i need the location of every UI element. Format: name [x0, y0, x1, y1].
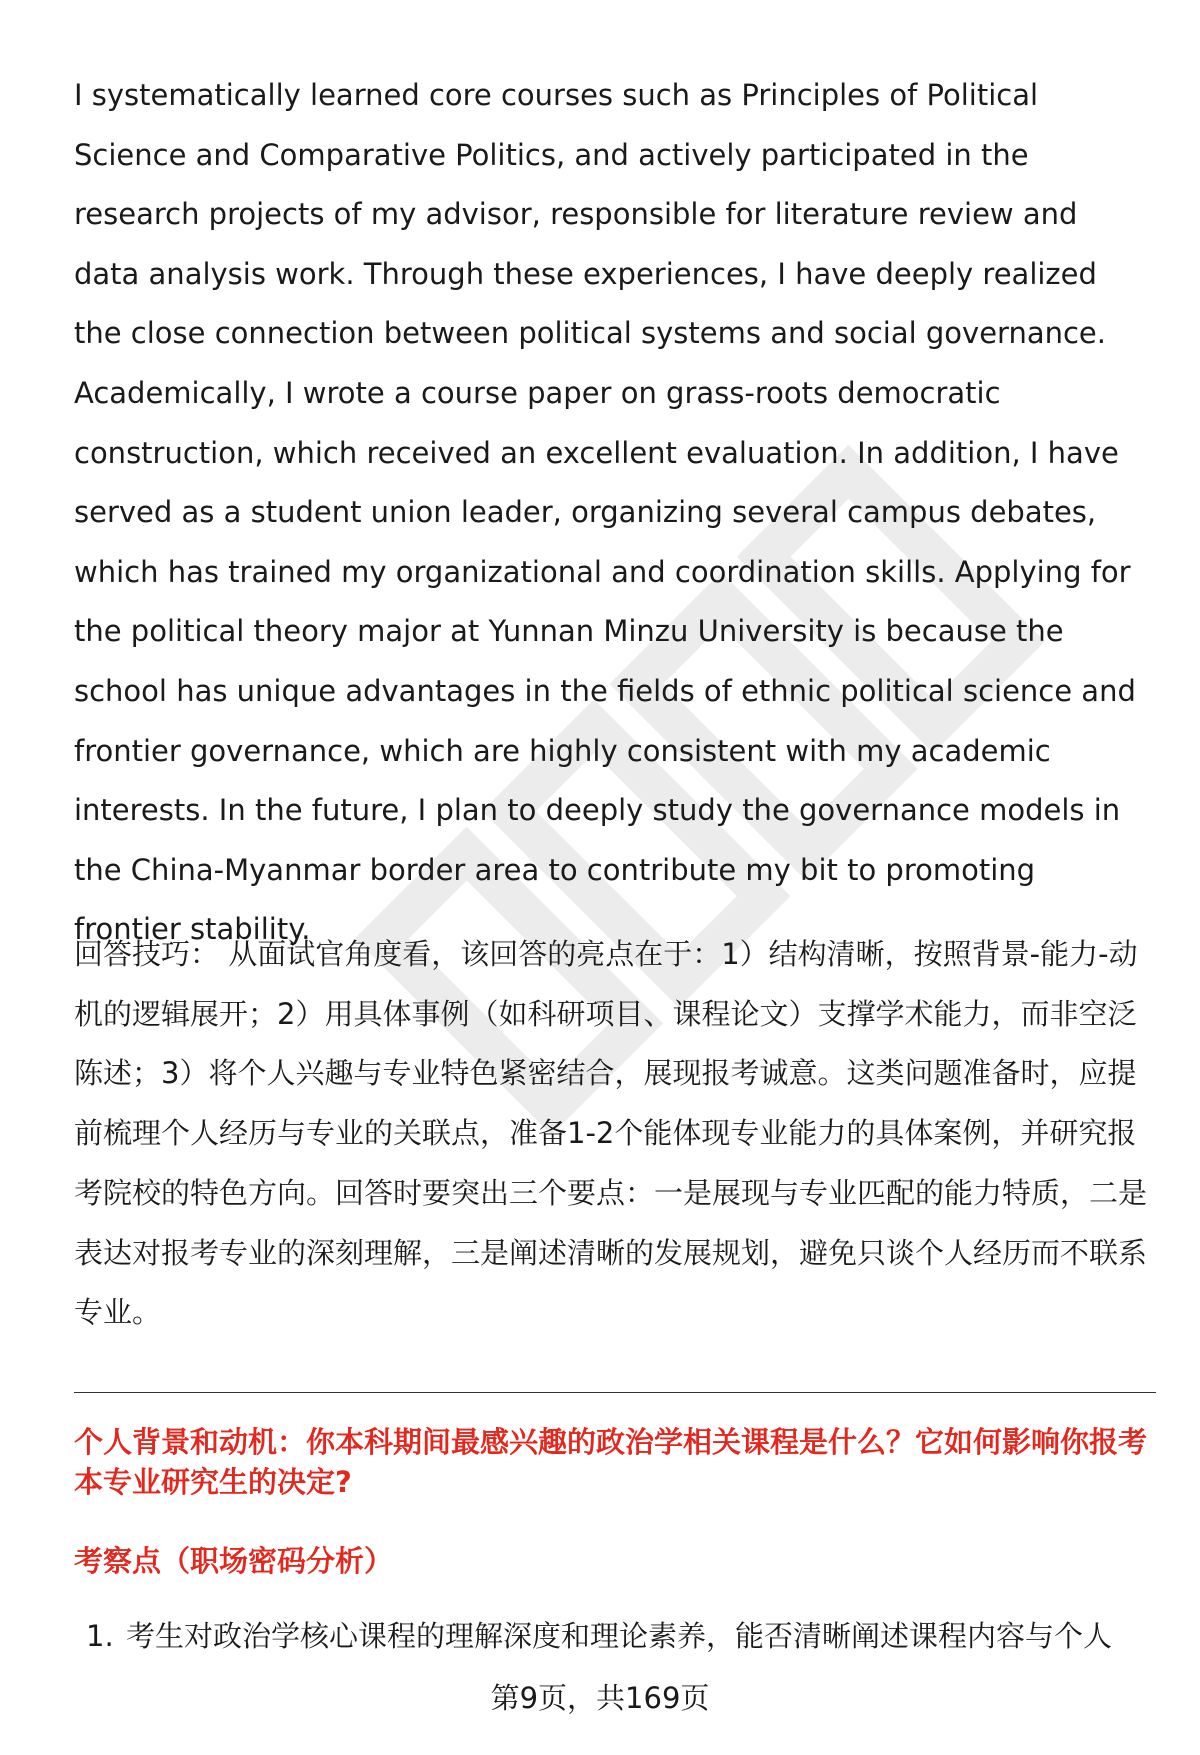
- list-item-number: 1.: [86, 1619, 114, 1653]
- list-item: [86, 1616, 1156, 1656]
- english-answer-paragraph: I systematically learned core courses such as Principles of Political Science and Comparative Politics, and actively participated in the research projects of my advisor, responsible for literature review and data analysis work. Through these experiences, I have deeply realized the close connection between political systems and social governance. Academically, I wrote a course paper on grass-roots democratic construction, which received an excellent evaluation. In addition, I have served as a student union leader, organizing several campus debates, which has trained my organizational and coordination skills. Applying for the political theory major at Yunnan Minzu University is because the school has unique advantages in the fields of ethnic political science and frontier governance, which are highly consistent with my academic interests. In the future, I plan to deeply study the governance models in the China-Myanmar border area to contribute my bit to promoting frontier stability.: [74, 78, 1136, 947]
- page-number-footer: 第9页，共169页: [490, 1681, 710, 1715]
- section-divider: [74, 1392, 1156, 1393]
- question-heading: 个人背景和动机：你本科期间最感兴趣的政治学相关课程是什么？它如何影响你报考本专业研究生的决定?: [74, 1425, 1148, 1499]
- assessment-points-heading: 考察点（职场密码分析）: [74, 1544, 394, 1578]
- list-item-text: 考生对政治学核心课程的理解深度和理论素养，能否清晰阐述课程内容与个人: [126, 1619, 1113, 1653]
- answer-tips-paragraph: 回答技巧： 从面试官角度看，该回答的亮点在于：1）结构清晰，按照背景-能力-动机的逻辑展开；2）用具体事例（如科研项目、课程论文）支撑学术能力，而非空泛陈述；3）将个人兴趣与专业特色紧密结合，展现报考诚意。这类问题准备时，应提前梳理个人经历与专业的关联点，准备1-2个能体现专业能力的具体案例，并研究报考院校的特色方向。回答时要突出三个要点：一是展现与专业匹配的能力特质，二是表达对报考专业的深刻理解，三是阐述清晰的发展规划，避免只谈个人经历而不联系专业。: [74, 937, 1148, 1330]
